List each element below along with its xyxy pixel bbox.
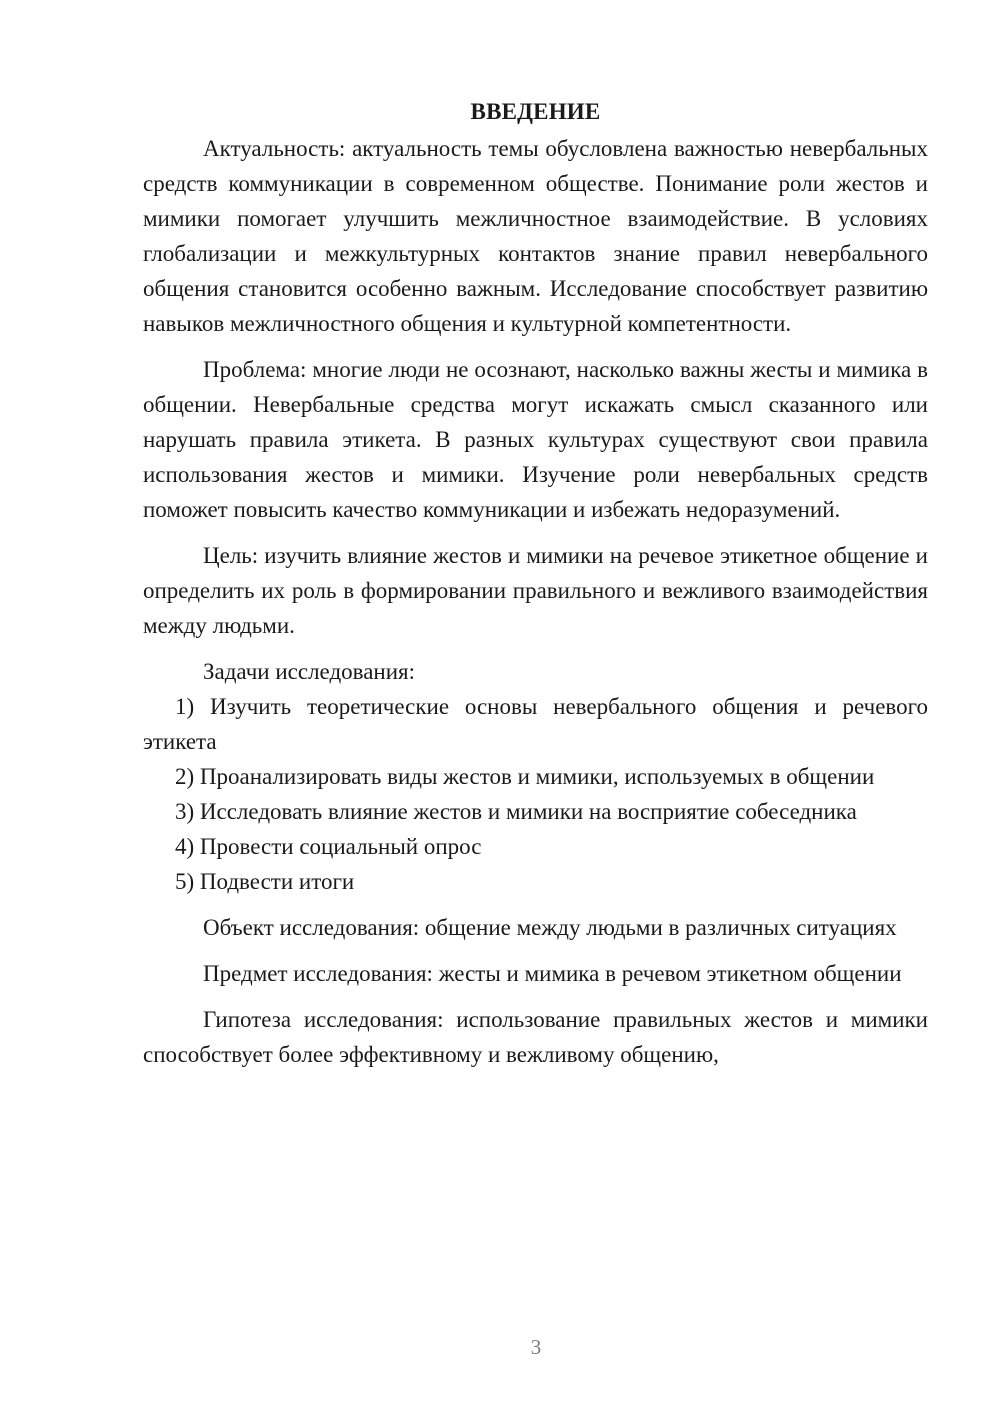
task-item-2: 2) Проанализировать виды жестов и мимики, используемых в общении: [175, 764, 875, 789]
task-item-3: 3) Исследовать влияние жестов и мимики на восприятие собеседника: [175, 799, 857, 824]
page-content: [143, 94, 928, 1072]
paragraph-hypothesis: Гипотеза исследования: использование правильных жестов и мимики способствует более эффективному и вежливому общению,: [143, 1007, 928, 1067]
paragraph-subject: Предмет исследования: жесты и мимика в речевом этикетном общении: [203, 961, 902, 986]
paragraph-problem: Проблема: многие люди не осознают, насколько важны жесты и мимика в общении. Невербальные средства могут искажать смысл сказанного или нарушать правила этикета. В разных культурах существуют свои правила использования жестов и мимики. Изучение роли невербальных средств поможет повысить качество коммуникации и избежать недоразумений.: [143, 357, 928, 522]
task-item-5: 5) Подвести итоги: [175, 869, 355, 894]
page-number: 3: [530, 1335, 542, 1359]
paragraph-object: Объект исследования: общение между людьми в различных ситуациях: [203, 915, 897, 940]
task-item-4: 4) Провести социальный опрос: [175, 834, 482, 859]
tasks-heading: Задачи исследования:: [203, 659, 416, 684]
task-item-1: 1) Изучить теоретические основы невербального общения и речевого этикета: [143, 694, 928, 754]
paragraph-relevance: Актуальность: актуальность темы обусловлена важностью невербальных средств коммуникации в современном обществе. Понимание роли жестов и мимики помогает улучшить межличностное взаимодействие. В условиях глобализации и межкультурных контактов знание правил невербального общения становится особенно важным. Исследование способствует развитию навыков межличностного общения и культурной компетентности.: [143, 136, 928, 336]
page-title: ВВЕДЕНИЕ: [470, 99, 601, 124]
paragraph-goal: Цель: изучить влияние жестов и мимики на речевое этикетное общение и определить их роль в формировании правильного и вежливого взаимодействия между людьми.: [143, 543, 928, 638]
